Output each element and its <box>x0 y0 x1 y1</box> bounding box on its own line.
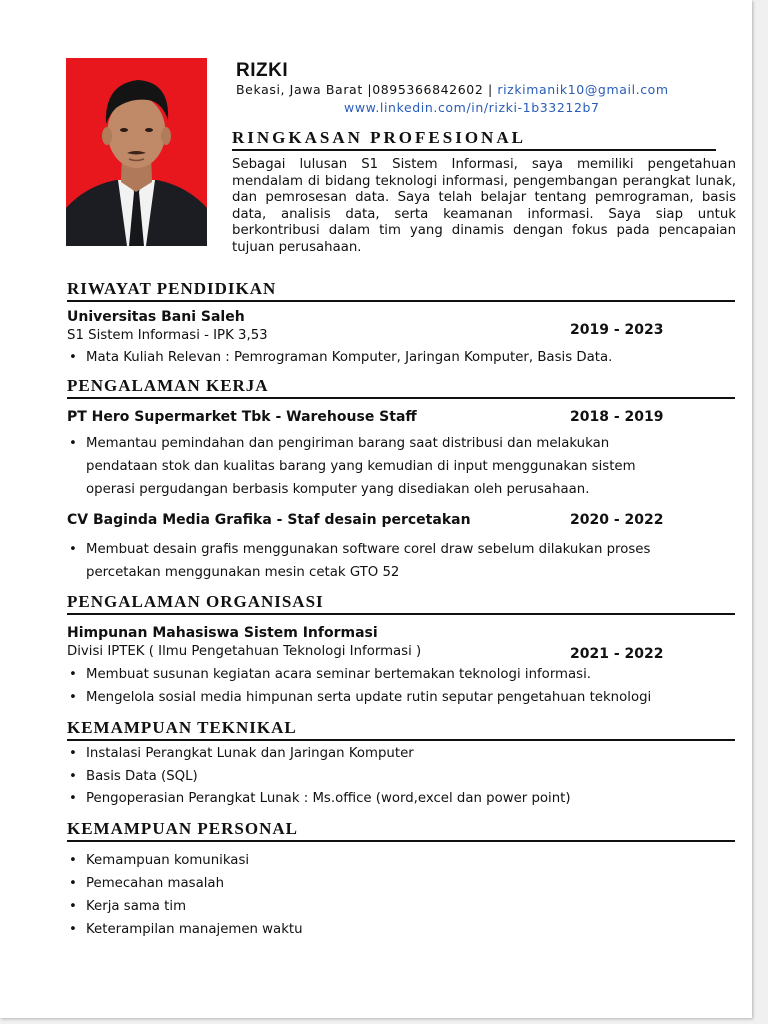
list-item <box>67 664 687 687</box>
bullet-text: Keterampilan manajemen waktu <box>86 922 303 937</box>
bullet-icon: • <box>69 436 77 451</box>
list-item <box>67 687 687 710</box>
list-item <box>67 432 667 501</box>
job-title: CV Baginda Media Grafika - Staf desain percetakan <box>67 512 471 528</box>
list-item <box>67 849 687 872</box>
list-item <box>67 872 687 895</box>
summary-heading: RINGKASAN PROFESIONAL <box>232 128 716 151</box>
education-bullets <box>67 347 687 370</box>
degree-line: S1 Sistem Informasi - IPK 3,53 <box>67 328 268 343</box>
summary-text: Sebagai lulusan S1 Sistem Informasi, saya memiliki pengetahuan mendalam di bidang teknologi informasi, pengembangan perangkat lunak, dan pemrosesan data. Saya telah belajar tentang pemrograman, basis data, analisis data, serta keamanan informasi. Saya siap untuk berkontribusi dalam tim yang dinamis dengan fokus pada pencapaian tujuan perusahaan. <box>232 157 736 255</box>
personal-heading: KEMAMPUAN PERSONAL <box>67 819 735 842</box>
list-item <box>67 743 687 766</box>
bullet-icon: • <box>69 746 77 761</box>
experience-heading: PENGALAMAN KERJA <box>67 376 735 399</box>
bullet-text: Mengelola sosial media himpunan serta update rutin seputar pengetahuan teknologi <box>86 689 652 705</box>
school-name: Universitas Bani Saleh <box>67 309 245 325</box>
bullet-text: Pemecahan masalah <box>86 876 224 891</box>
bullet-text: Instalasi Perangkat Lunak dan Jaringan Komputer <box>86 746 414 761</box>
candidate-name: RIZKI <box>236 60 289 81</box>
job-years: 2018 - 2019 <box>570 409 664 425</box>
bullet-icon: • <box>69 768 77 784</box>
organization-name: Himpunan Mahasiswa Sistem Informasi <box>67 625 378 641</box>
bullet-text: Basis Data (SQL) <box>86 768 198 784</box>
list-item <box>67 918 687 941</box>
job-bullets <box>67 432 667 501</box>
bullet-text: Mata Kuliah Relevan : Pemrograman Komputer, Jaringan Komputer, Basis Data. <box>86 350 613 365</box>
bullet-text: Kerja sama tim <box>86 899 187 914</box>
organization-years: 2021 - 2022 <box>570 646 664 662</box>
bullet-icon: • <box>69 667 77 682</box>
technical-bullets <box>67 743 687 811</box>
education-years: 2019 - 2023 <box>570 322 664 338</box>
job-bullets <box>67 538 687 584</box>
linkedin-link[interactable]: www.linkedin.com/in/rizki-1b33212b7 <box>344 100 600 115</box>
bullet-icon: • <box>69 922 77 937</box>
list-item <box>67 538 687 584</box>
email-link[interactable]: rizkimanik10@gmail.com <box>497 82 669 97</box>
bullet-icon: • <box>69 853 77 868</box>
list-item <box>67 788 687 811</box>
contact-details: Bekasi, Jawa Barat |0895366842602 | <box>236 82 498 97</box>
list-item <box>67 347 687 370</box>
organization-heading: PENGALAMAN ORGANISASI <box>67 592 735 615</box>
bullet-icon: • <box>69 542 77 557</box>
technical-heading: KEMAMPUAN TEKNIKAL <box>67 718 735 741</box>
bullet-text: Pengoperasian Perangkat Lunak : Ms.office (word,excel dan power point) <box>86 791 571 806</box>
personal-bullets <box>67 849 687 941</box>
bullet-icon: • <box>69 689 77 705</box>
job-years: 2020 - 2022 <box>570 512 664 528</box>
list-item <box>67 895 687 918</box>
bullet-text: Membuat desain grafis menggunakan software corel draw sebelum dilakukan proses percetakan menggunakan mesin cetak GTO 52 <box>86 542 651 580</box>
job-title: PT Hero Supermarket Tbk - Warehouse Staff <box>67 409 417 425</box>
bullet-icon: • <box>69 350 77 365</box>
profile-photo <box>66 58 207 246</box>
education-heading: RIWAYAT PENDIDIKAN <box>67 279 735 302</box>
bullet-text: Membuat susunan kegiatan acara seminar bertemakan teknologi informasi. <box>86 667 592 682</box>
bullet-text: Kemampuan komunikasi <box>86 853 250 868</box>
contact-line <box>236 82 669 97</box>
list-item <box>67 766 687 789</box>
bullet-text: Memantau pemindahan dan pengiriman barang saat distribusi dan melakukan pendataan stok dan kualitas barang yang kemudian di input menggunakan sistem operasi pergudangan berbasis komputer yang disediakan oleh perusahaan. <box>86 436 636 497</box>
bullet-icon: • <box>69 791 77 806</box>
organization-bullets <box>67 664 687 709</box>
bullet-icon: • <box>69 876 77 891</box>
bullet-icon: • <box>69 899 77 914</box>
organization-division: Divisi IPTEK ( Ilmu Pengetahuan Teknologi Informasi ) <box>67 644 422 659</box>
